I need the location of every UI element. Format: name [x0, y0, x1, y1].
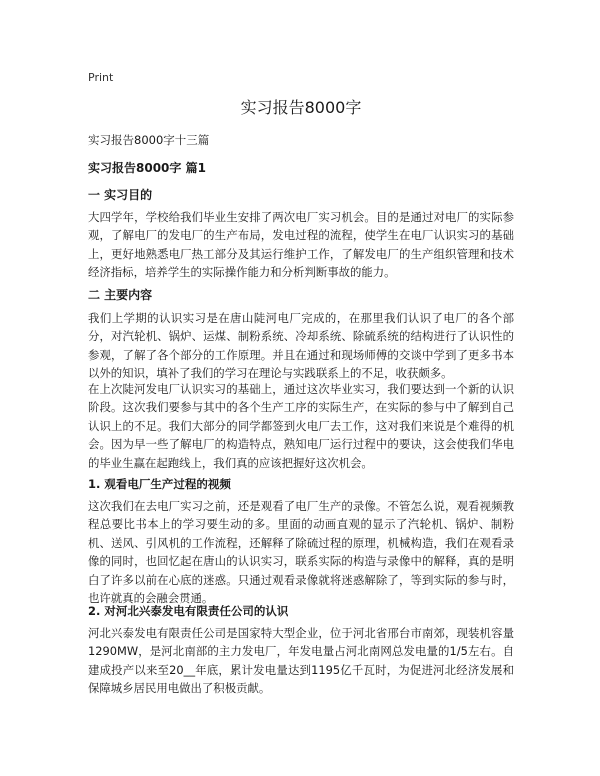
heading-purpose: 一 实习目的 — [88, 188, 153, 202]
print-link[interactable]: Print — [88, 71, 114, 84]
document-subtitle: 实习报告8000字十三篇 — [88, 133, 210, 147]
subheading-company: 2. 对河北兴泰发电有限责任公司的认识 — [88, 604, 289, 618]
paragraph-graduation-internship: 在上次陡河发电厂认识实习的基础上，通过这次毕业实习，我们要达到一个新的认识阶段。这次我们要参与其中的各个生产工序的实际生产，在实际的参与中了解到自己认识上的不足。我们大部分的同学都签到火电厂去工作，这对我们来说是个难得的机会。因为早一些了解电厂的构造特点，熟知电厂运行过程中的要诀，这会使我们华电的毕业生赢在起跑线上，我们真的应该把握好这次机会。 — [88, 382, 514, 470]
paragraph-company: 河北兴泰发电有限责任公司是国家特大型企业，位于河北省邢台市南郊，现装机容量1290MW，是河北南部的主力发电厂，年发电量占河北南网总发电量的1/5左右。自建成投产以来至20__年底，累计发电量达到1195亿千瓦时，为促进河北经济发展和保障城乡居民用电做出了积极贡献。 — [88, 626, 514, 696]
paragraph-purpose: 大四学年，学校给我们毕业生安排了两次电厂实习机会。目的是通过对电厂的实际参观，了解电厂的发电厂的生产布局，发电过程的流程，使学生在电厂认识实习的基础上，更好地熟悉电厂热工部分及其运行维护工作，了解发电厂的生产组织管理和技术经济指标，培养学生的实际操作能力和分析判断事故的能力。 — [88, 210, 514, 280]
document-page — [88, 0, 514, 776]
document-title: 实习报告8000字 — [240, 98, 362, 117]
heading-main-content: 二 主要内容 — [88, 288, 153, 302]
section-title: 实习报告8000字 篇1 — [88, 161, 206, 175]
subheading-video: 1. 观看电厂生产过程的视频 — [88, 477, 231, 491]
paragraph-video: 这次我们在去电厂实习之前，还是观看了电厂生产的录像。不管怎么说，观看视频教程总要比书本上的学习要生动的多。里面的动画直观的显示了汽轮机、锅炉、制粉机、送风、引风机的工作流程，还解释了除硫过程的原理，机械构造，我们在观看录像的同时，也回忆起在唐山的认识实习，联系实际的构造与录像中的解释，真的是明白了许多以前在心底的迷惑。只通过观看录像就将迷惑解除了，等到实际的参与时，也许就真的会融会贯通。 — [88, 499, 514, 606]
paragraph-previous-internship: 我们上学期的认识实习是在唐山陡河电厂完成的，在那里我们认识了电厂的各个部分，对汽轮机、锅炉、运煤、制粉系统、冷却系统、除硫系统的结构进行了认识性的参观，了解了各个部分的工作原理。并且在通过和现场师傅的交谈中学到了更多书本以外的知识，填补了我们的学习在理论与实践联系上的不足，收获颇多。 — [88, 311, 514, 381]
